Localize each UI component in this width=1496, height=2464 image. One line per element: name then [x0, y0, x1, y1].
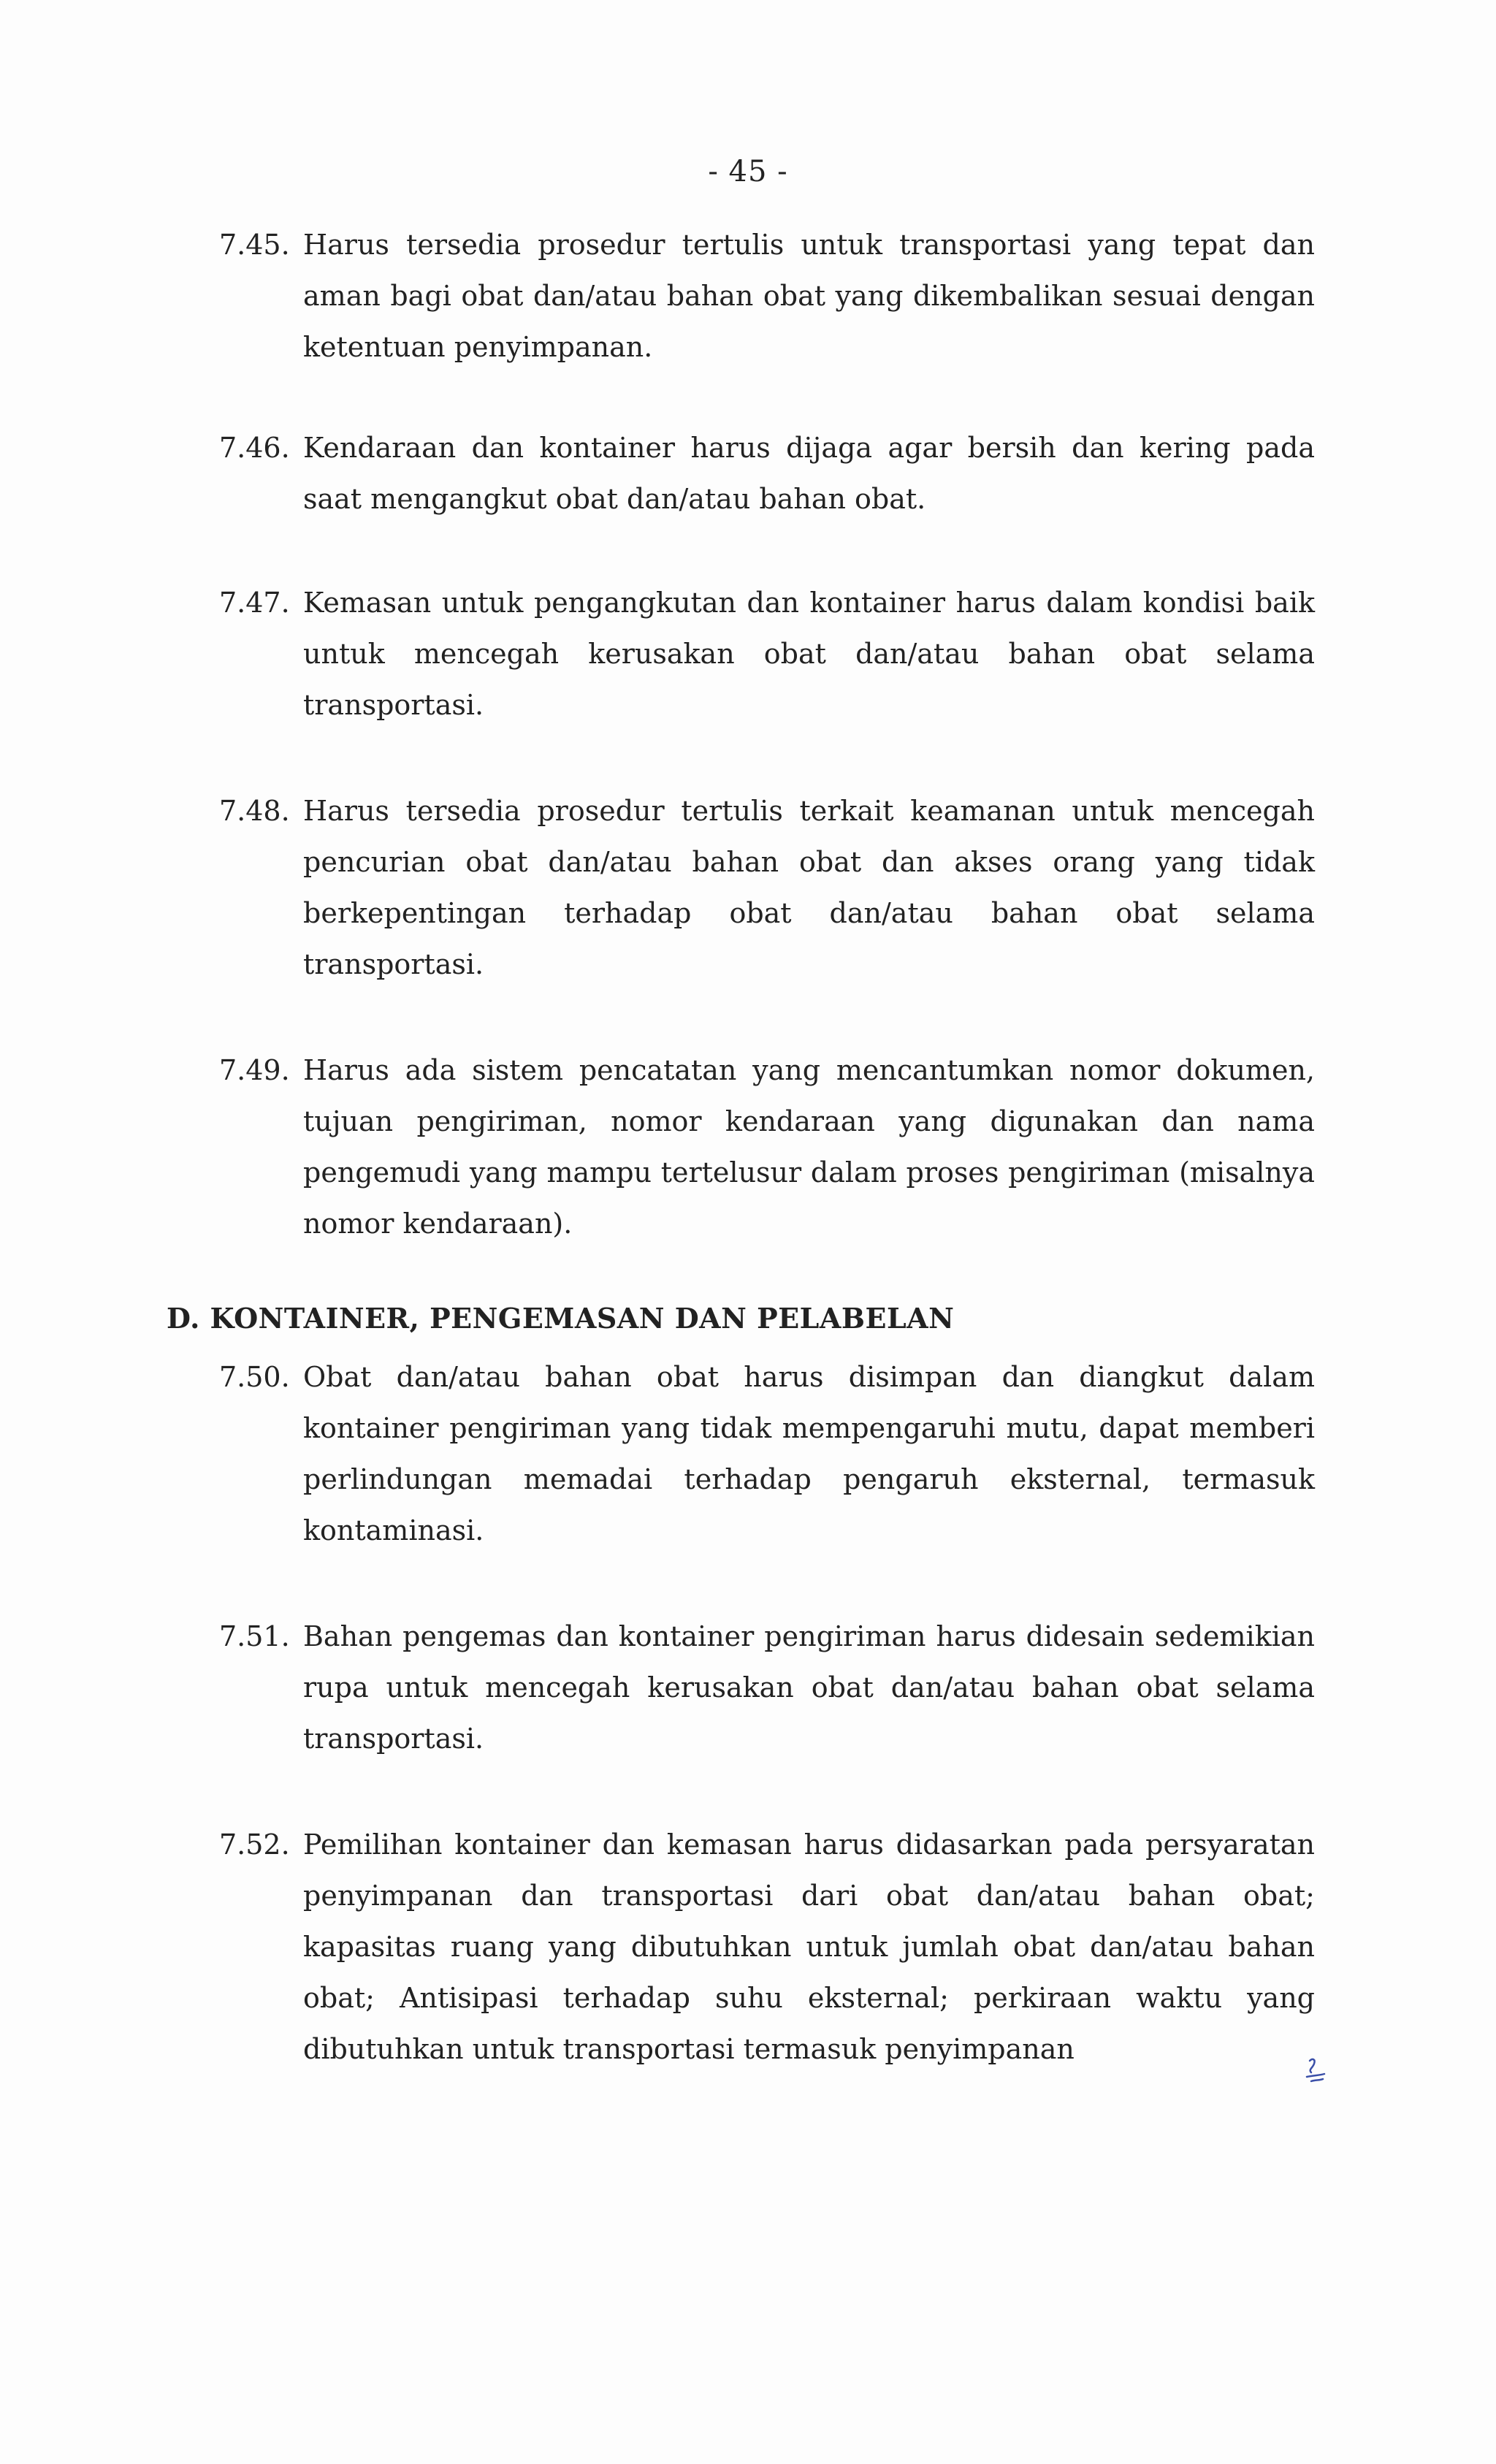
- clause-7-47: [219, 577, 1315, 731]
- clause-7-50: [219, 1351, 1315, 1556]
- clause-number: 7.47.: [219, 587, 290, 619]
- clause-7-51: [219, 1611, 1315, 1764]
- clause-text: Obat dan/atau bahan obat harus disimpan dan diangkut dalam kontainer pengiriman yang tidak mempengaruhi mutu, dapat memberi perlindungan memadai terhadap pengaruh eksternal, termasuk kontaminasi.: [303, 1361, 1315, 1546]
- clause-number: 7.46.: [219, 432, 290, 464]
- clause-number: 7.50.: [219, 1361, 290, 1393]
- clause-text: Harus ada sistem pencatatan yang mencantumkan nomor dokumen, tujuan pengiriman, nomor kendaraan yang digunakan dan nama pengemudi yang mampu tertelusur dalam proses pengiriman (misalnya nomor kendaraan).: [303, 1054, 1315, 1240]
- clause-number: 7.48.: [219, 795, 290, 827]
- clause-text: Kendaraan dan kontainer harus dijaga agar bersih dan kering pada saat mengangkut obat dan/atau bahan obat.: [303, 432, 1315, 515]
- clause-7-46: [219, 422, 1315, 525]
- clause-text: Harus tersedia prosedur tertulis untuk transportasi yang tepat dan aman bagi obat dan/atau bahan obat yang dikembalikan sesuai dengan ketentuan penyimpanan.: [303, 229, 1315, 363]
- clause-text: Kemasan untuk pengangkutan dan kontainer harus dalam kondisi baik untuk mencegah kerusakan obat dan/atau bahan obat selama transportasi.: [303, 587, 1315, 721]
- section-heading: D. KONTAINER, PENGEMASAN DAN PELABELAN: [167, 1302, 955, 1335]
- clause-number: 7.45.: [219, 229, 290, 261]
- clause-number: 7.52.: [219, 1828, 290, 1861]
- clause-text: Bahan pengemas dan kontainer pengiriman harus didesain sedemikian rupa untuk mencegah kerusakan obat dan/atau bahan obat selama transportasi.: [303, 1620, 1315, 1755]
- clause-7-49: [219, 1045, 1315, 1249]
- clause-text: Pemilihan kontainer dan kemasan harus didasarkan pada persyaratan penyimpanan dan transportasi dari obat dan/atau bahan obat; kapasitas ruang yang dibutuhkan untuk jumlah obat dan/atau bahan obat; Antisipasi terhadap suhu eksternal; perkiraan waktu yang dibutuhkan untuk transportasi termasuk penyimpanan: [303, 1828, 1315, 2065]
- clause-7-52: [219, 1819, 1315, 2075]
- clause-number: 7.49.: [219, 1054, 290, 1086]
- clause-7-45: [219, 219, 1315, 373]
- page-number: - 45 -: [708, 155, 788, 188]
- initial-mark-icon: [1302, 2056, 1329, 2086]
- clause-text: Harus tersedia prosedur tertulis terkait keamanan untuk mencegah pencurian obat dan/atau bahan obat dan akses orang yang tidak berkepentingan terhadap obat dan/atau bahan obat selama transportasi.: [303, 795, 1315, 980]
- clause-7-48: [219, 785, 1315, 990]
- clause-number: 7.51.: [219, 1620, 290, 1652]
